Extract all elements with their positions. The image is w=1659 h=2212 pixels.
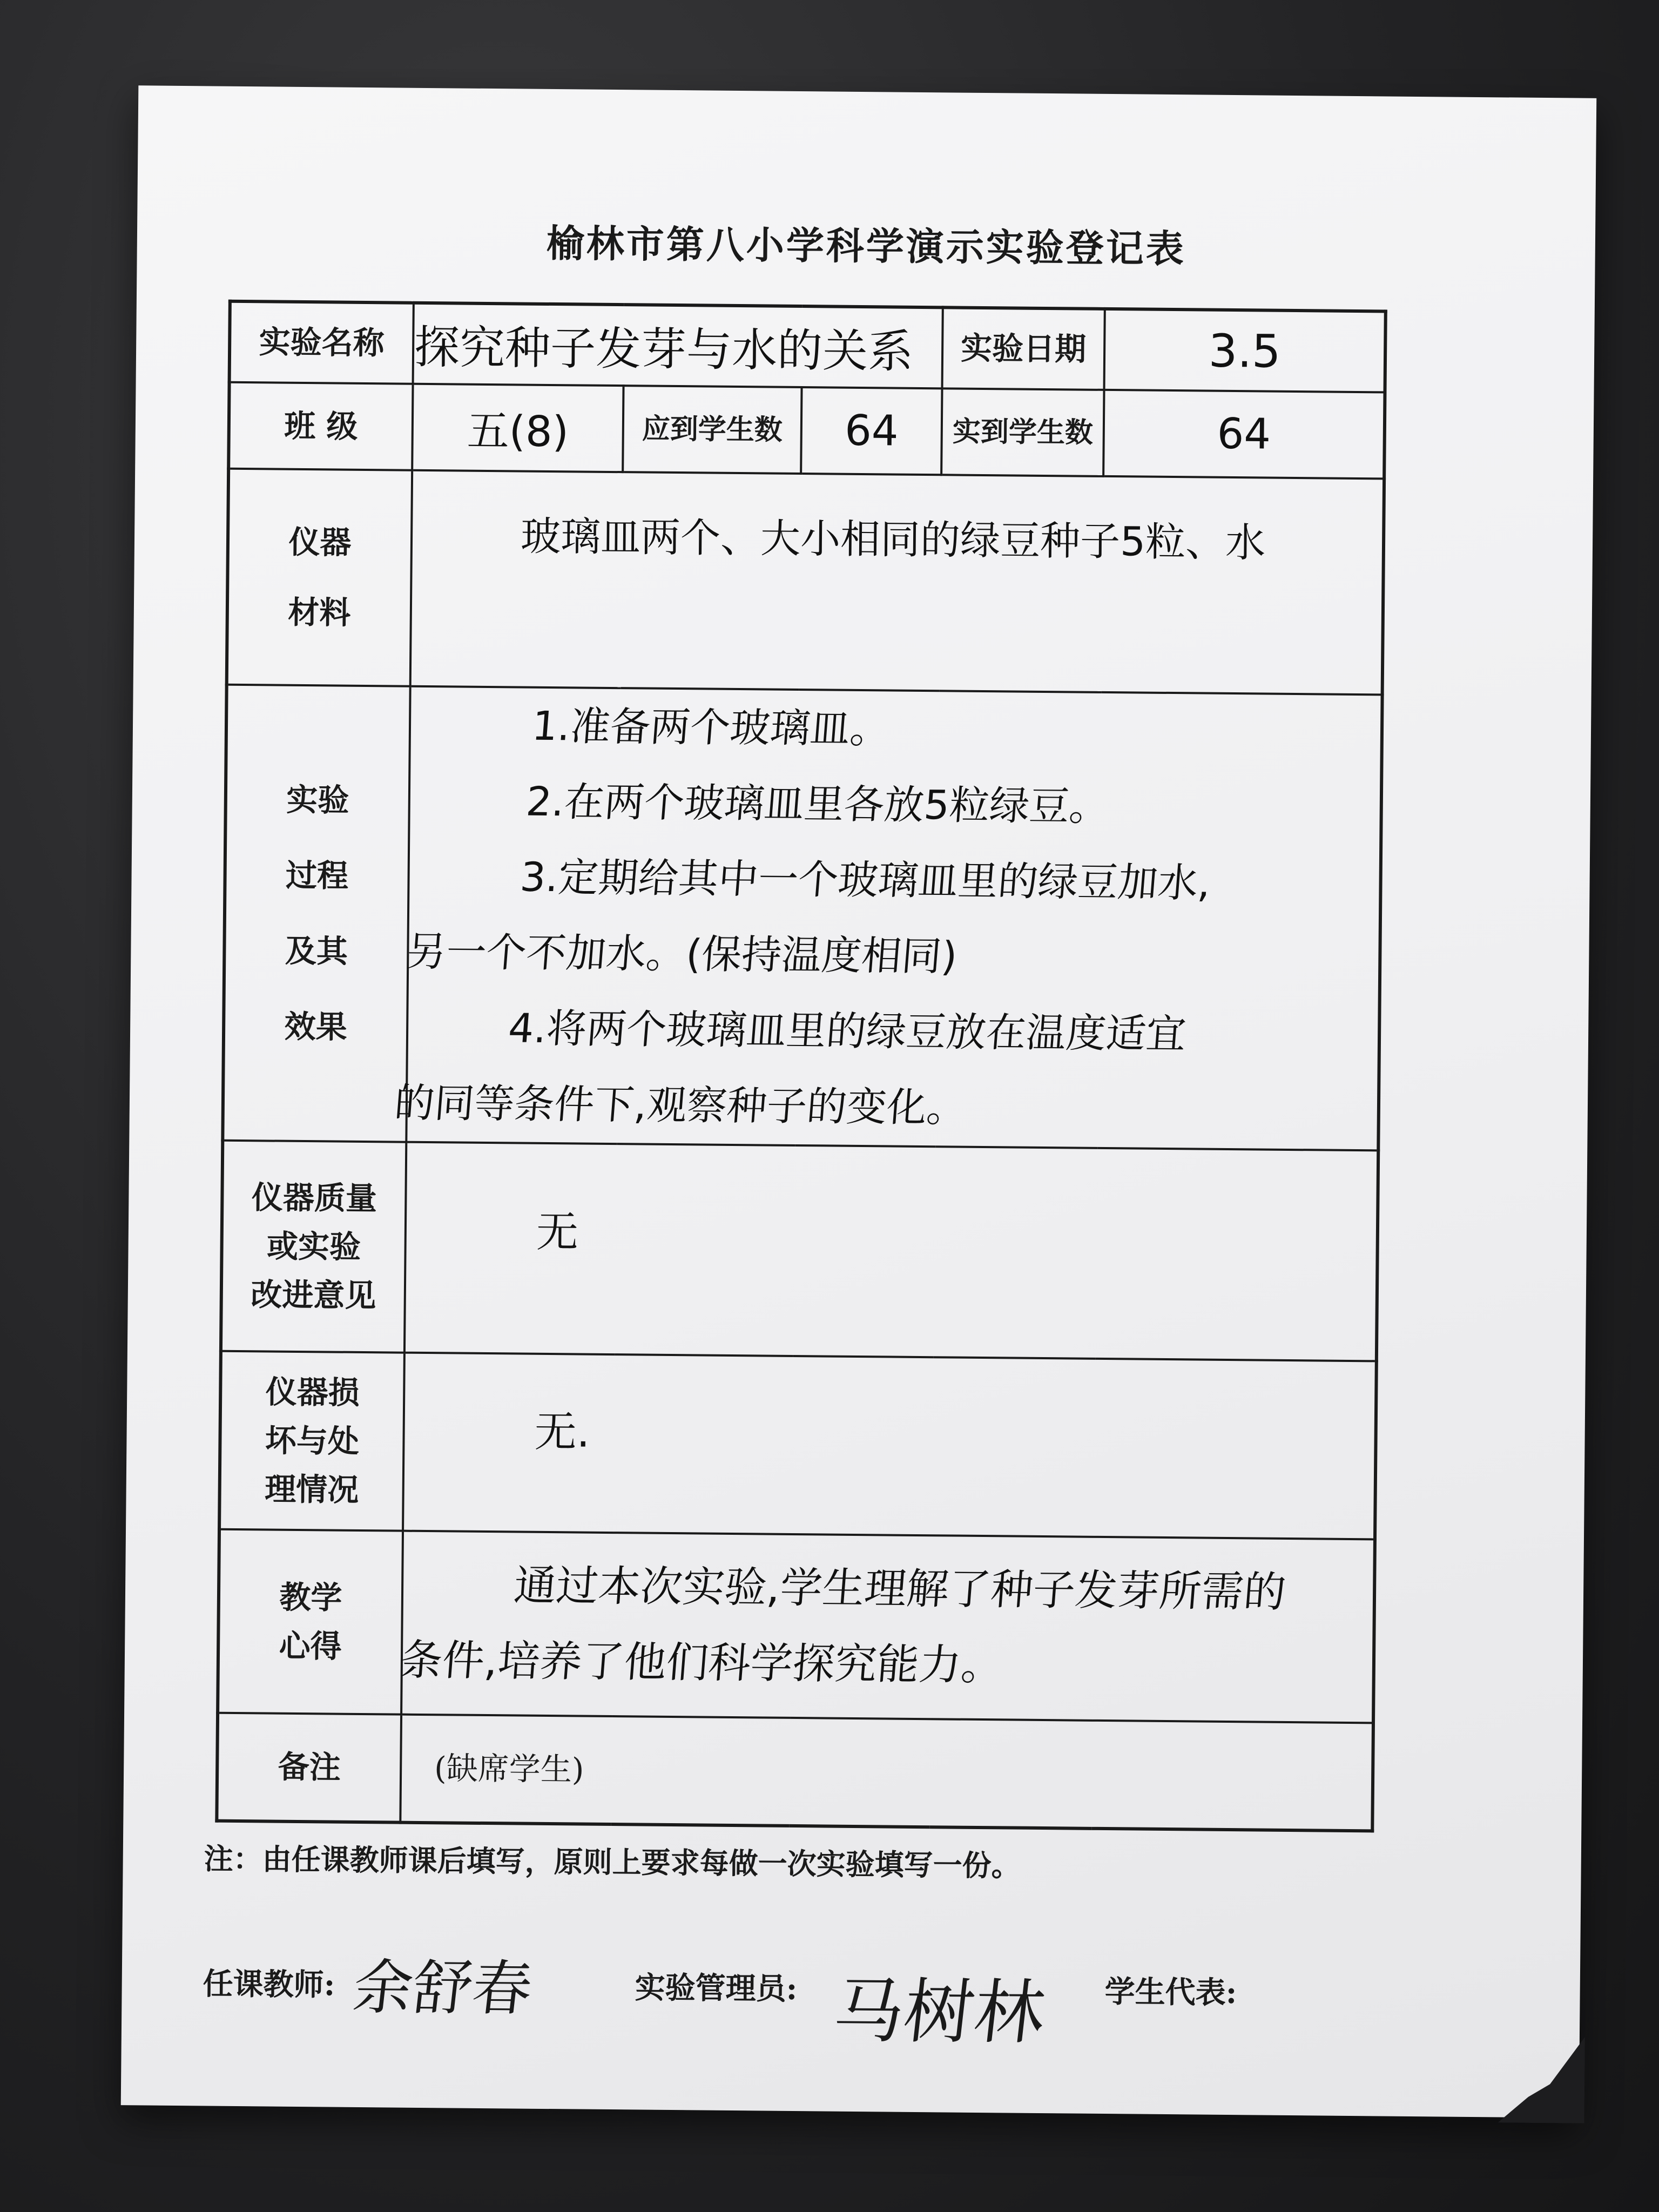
- class-label: 班 级: [228, 382, 413, 470]
- row-equipment: [227, 469, 1384, 695]
- remarks-value: (缺席学生): [434, 1750, 584, 1789]
- date-value: 3.5: [1208, 324, 1281, 378]
- damage-value: 无.: [534, 1407, 590, 1457]
- equipment-label: 仪器 材料: [227, 469, 412, 686]
- experiment-registration-table: [215, 300, 1387, 1833]
- teacher-signature: 余舒春: [349, 1952, 536, 2024]
- quality-value: 无: [536, 1208, 579, 1257]
- row-process: [222, 685, 1382, 1151]
- row-class-students: [228, 382, 1385, 479]
- reflection-line: 条件,培养了他们科学探究能力。: [398, 1636, 1006, 1690]
- registration-form-sheet: [121, 85, 1597, 2117]
- process-line: 1.准备两个玻璃皿。: [530, 703, 892, 753]
- experiment-name-value: 探究种子发芽与水的关系: [414, 320, 914, 378]
- row-damage: [219, 1351, 1377, 1540]
- damage-label: 仪器损 坏与处 理情况: [219, 1351, 404, 1531]
- reflection-line: 通过本次实验,学生理解了种子发芽所需的: [512, 1561, 1288, 1617]
- experiment-name-label: 实验名称: [230, 301, 414, 384]
- row-remarks: [217, 1713, 1373, 1831]
- reflection-text: [395, 1531, 1381, 1723]
- remarks-label: 备注: [217, 1713, 401, 1823]
- class-value: 五(8): [467, 407, 569, 457]
- date-label: 实验日期: [942, 307, 1105, 390]
- process-text: [390, 686, 1398, 1150]
- quality-label: 仪器质量 或实验 改进意见: [221, 1141, 406, 1353]
- process-label: 实验 过程 及其 效果: [222, 685, 410, 1142]
- expected-students-value: 64: [844, 406, 899, 456]
- process-line: 的同等条件下,观察种子的变化。: [393, 1080, 969, 1131]
- row-reflection: [218, 1529, 1375, 1723]
- equipment-value: 玻璃皿两个、大小相同的绿豆种子5粒、水: [520, 513, 1266, 567]
- expected-students-label: 应到学生数: [623, 386, 801, 474]
- reflection-label: 教学 心得: [218, 1529, 403, 1715]
- actual-students-value: 64: [1217, 409, 1271, 459]
- process-line: 3.定期给其中一个玻璃皿里的绿豆加水,: [518, 854, 1212, 907]
- admin-signature: 马树林: [829, 1970, 1049, 2054]
- student-rep-label: 学生代表:: [1104, 1974, 1237, 2011]
- row-name-date: [230, 301, 1386, 393]
- teacher-label: 任课教师:: [203, 1966, 335, 2003]
- form-title: 榆林市第八小学科学演示实验登记表: [546, 220, 1186, 272]
- actual-students-label: 实到学生数: [941, 388, 1104, 476]
- admin-label: 实验管理员:: [635, 1970, 798, 2007]
- footer-note: 注：由任课教师课后填写，原则上要求每做一次实验填写一份。: [204, 1841, 1021, 1883]
- signature-row: [203, 1933, 1554, 2053]
- row-quality: [221, 1141, 1378, 1361]
- process-line: 2.在两个玻璃皿里各放5粒绿豆。: [524, 778, 1111, 831]
- process-line: 另一个不加水。(保持温度相同): [404, 928, 959, 980]
- process-line: 4.将两个玻璃皿里的绿豆放在温度适宜: [507, 1005, 1188, 1058]
